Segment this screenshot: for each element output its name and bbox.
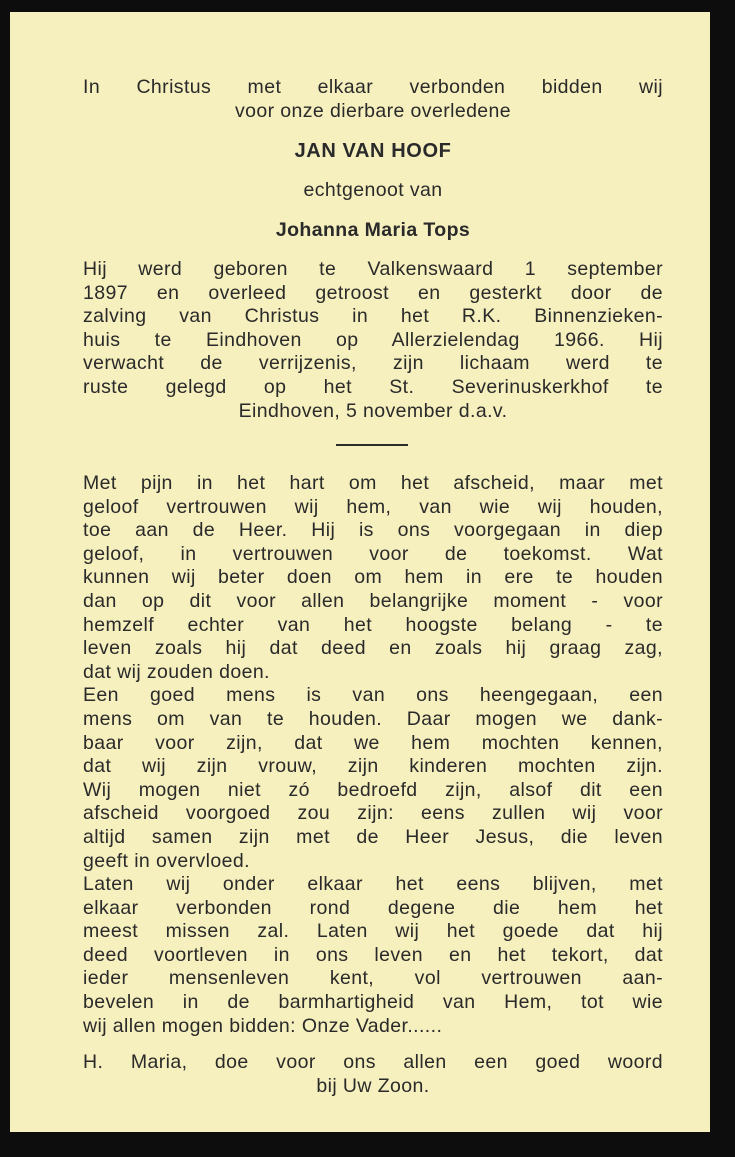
text-line: altijd samen zijn met de Heer Jesus, die leven bbox=[83, 825, 663, 848]
bio-line: ruste gelegd op het St. Severinuskerkhof te bbox=[83, 375, 663, 398]
text-line: elkaar verbonden rond degene die hem het bbox=[83, 896, 663, 919]
memorial-card bbox=[10, 12, 710, 1132]
deceased-name: JAN VAN HOOF bbox=[294, 140, 452, 162]
text-line: meest missen zal. Laten wij het goede dat hij bbox=[83, 920, 663, 943]
bio-line: verwacht de verrijzenis, zijn lichaam werd te bbox=[83, 352, 663, 375]
relation-text: echtgenoot van bbox=[303, 179, 443, 201]
text-line: wij allen mogen bidden: Onze Vader...... bbox=[83, 1014, 443, 1037]
bio-line: huis te Eindhoven op Allerzielendag 1966. Hij bbox=[83, 328, 663, 351]
bio-line: Eindhoven, 5 november d.a.v. bbox=[238, 399, 508, 422]
text-line: leven zoals hij dat deed en zoals hij graag zag, bbox=[83, 637, 663, 660]
text-line: Een goed mens is van ons heengegaan, een bbox=[83, 684, 663, 707]
text-line: toe aan de Heer. Hij is ons voorgegaan in diep bbox=[83, 519, 663, 542]
spouse-name: Johanna Maria Tops bbox=[275, 219, 471, 241]
intro-line: In Christus met elkaar verbonden bidden wij bbox=[83, 76, 663, 98]
bio-line: 1897 en overleed getroost en gesterkt door de bbox=[83, 281, 663, 304]
text-line: afscheid voorgoed zou zijn: eens zullen wij voor bbox=[83, 802, 663, 825]
reflection-text bbox=[83, 472, 663, 1038]
closing-line: H. Maria, doe voor ons allen een goed woord bbox=[83, 1051, 663, 1073]
bio-line: zalving van Christus in het R.K. Binnenzieken- bbox=[83, 305, 663, 328]
text-line: Met pijn in het hart om het afscheid, maar met bbox=[83, 472, 663, 494]
intro-line: voor onze dierbare overledene bbox=[234, 99, 512, 122]
text-line: baar voor zijn, dat we hem mochten kennen, bbox=[83, 731, 663, 754]
text-line: geloof, in vertrouwen voor de toekomst. Wat bbox=[83, 542, 663, 565]
text-line: dat wij zouden doen. bbox=[83, 660, 270, 683]
bio-line: Hij werd geboren te Valkenswaard 1 september bbox=[83, 258, 663, 280]
text-line: geloof vertrouwen wij hem, van wie wij houden, bbox=[83, 495, 663, 518]
text-line: kunnen wij beter doen om hem in ere te houden bbox=[83, 566, 663, 589]
text-line: hemzelf echter van het hoogste belang - te bbox=[83, 613, 663, 636]
biography-text bbox=[83, 258, 663, 423]
text-line: dan op dit voor allen belangrijke moment - voor bbox=[83, 589, 663, 612]
text-line: dat wij zijn vrouw, zijn kinderen mochten zijn. bbox=[83, 755, 663, 778]
intro-text bbox=[83, 76, 663, 123]
text-line: Laten wij onder elkaar het eens blijven, met bbox=[83, 873, 663, 896]
divider-line bbox=[336, 444, 408, 446]
text-line: geeft in overvloed. bbox=[83, 849, 250, 872]
closing-prayer bbox=[83, 1051, 663, 1098]
text-line: bevelen in de barmhartigheid van Hem, tot wie bbox=[83, 991, 663, 1014]
text-line: deed voortleven in ons leven en het tekort, dat bbox=[83, 943, 663, 966]
text-line: ieder mensenleven kent, vol vertrouwen aan- bbox=[83, 967, 663, 990]
text-line: Wij mogen niet zó bedroefd zijn, alsof dit een bbox=[83, 778, 663, 801]
closing-line: bij Uw Zoon. bbox=[316, 1074, 430, 1097]
text-line: mens om van te houden. Daar mogen we dank- bbox=[83, 707, 663, 730]
